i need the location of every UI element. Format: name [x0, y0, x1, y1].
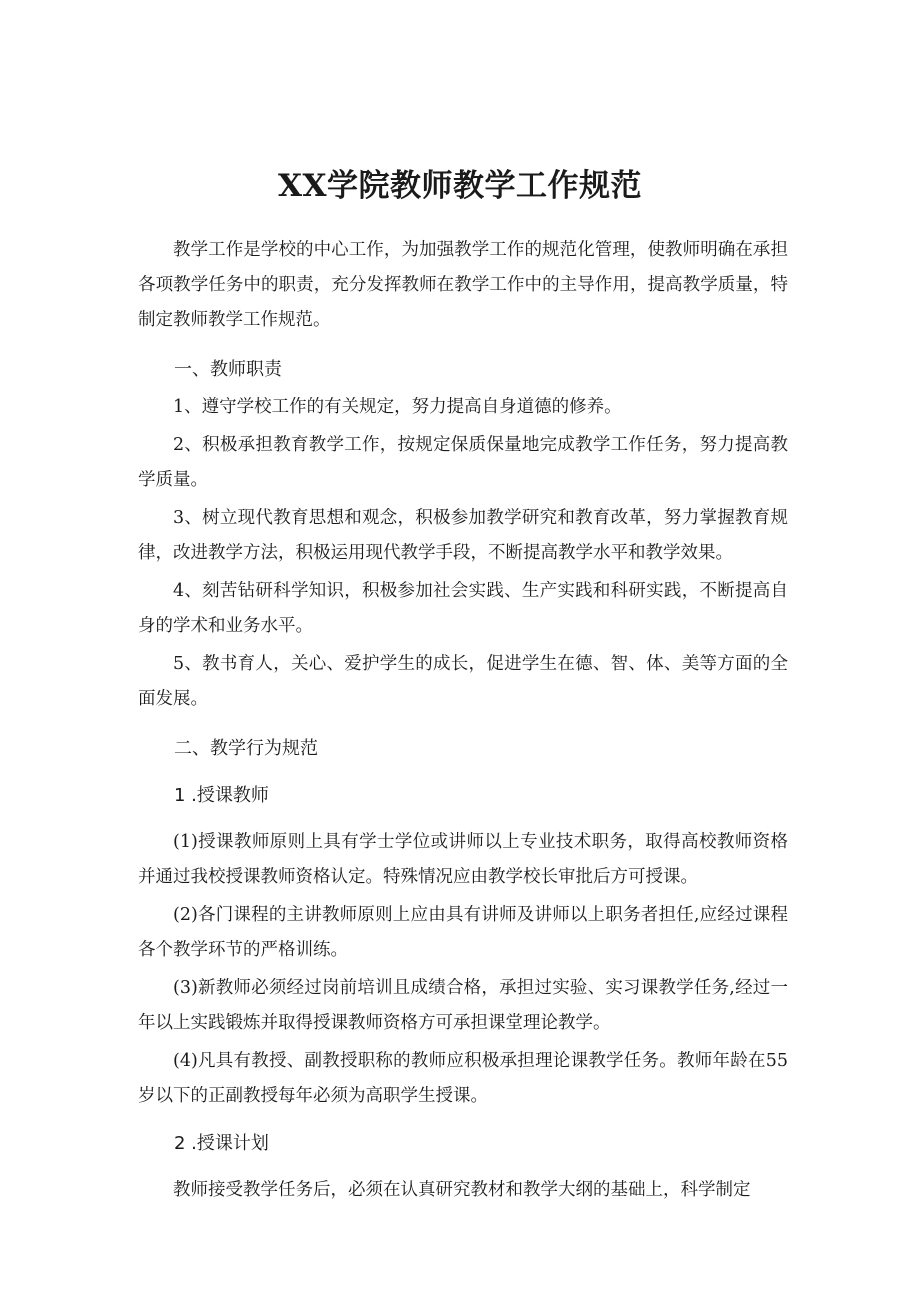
teacher-rule-2: (2)各门课程的主讲教师原则上应由具有讲师及讲师以上职务者担任,应经过课程各个教学环节的严格训练。 — [138, 905, 788, 960]
duty-item-3: 3、树立现代教育思想和观念，积极参加教学研究和教育改革，努力掌握教育规律，改进教学方法，积极运用现代教学手段，不断提高教学水平和教学效果。 — [138, 508, 788, 563]
document-title: XX学院教师教学工作规范 — [277, 168, 643, 204]
teacher-rule-3: (3)新教师必须经过岗前培训且成绩合格，承担过实验、实习课教学任务,经过一年以上实践锻炼并取得授课教师资格方可承担课堂理论教学。 — [138, 978, 788, 1033]
duty-item-5: 5、教书育人，关心、爱护学生的成长，促进学生在德、智、体、美等方面的全面发展。 — [138, 654, 788, 709]
section-heading-duties: 一、教师职责 — [174, 359, 282, 380]
teacher-rule-1: (1)授课教师原则上具有学士学位或讲师以上专业技术职务，取得高校教师资格并通过我校授课教师资格认定。特殊情况应由教学校长审批后方可授课。 — [138, 832, 788, 887]
intro-paragraph: 教学工作是学校的中心工作，为加强教学工作的规范化管理，使教师明确在承担各项教学任务中的职责，充分发挥教师在教学工作中的主导作用，提高教学质量，特制定教师教学工作规范。 — [138, 240, 788, 330]
duty-item-2: 2、积极承担教育教学工作，按规定保质保量地完成教学工作任务，努力提高教学质量。 — [138, 435, 788, 490]
subsection-heading-teachers: 1 .授课教师 — [174, 785, 269, 806]
teacher-rule-4: (4)凡具有教授、副教授职称的教师应积极承担理论课教学任务。教师年龄在55岁以下的正副教授每年必须为高职学生授课。 — [138, 1051, 788, 1106]
section-heading-conduct: 二、教学行为规范 — [174, 738, 318, 759]
plan-paragraph: 教师接受教学任务后，必须在认真研究教材和教学大纲的基础上，科学制定 — [173, 1180, 751, 1200]
duty-item-1: 1、遵守学校工作的有关规定，努力提高自身道德的修养。 — [173, 397, 622, 417]
duty-item-4: 4、刻苦钻研科学知识，积极参加社会实践、生产实践和科研实践，不断提高自身的学术和业务水平。 — [138, 581, 788, 636]
subsection-heading-plan: 2 .授课计划 — [174, 1133, 269, 1154]
document-body — [138, 233, 788, 1208]
